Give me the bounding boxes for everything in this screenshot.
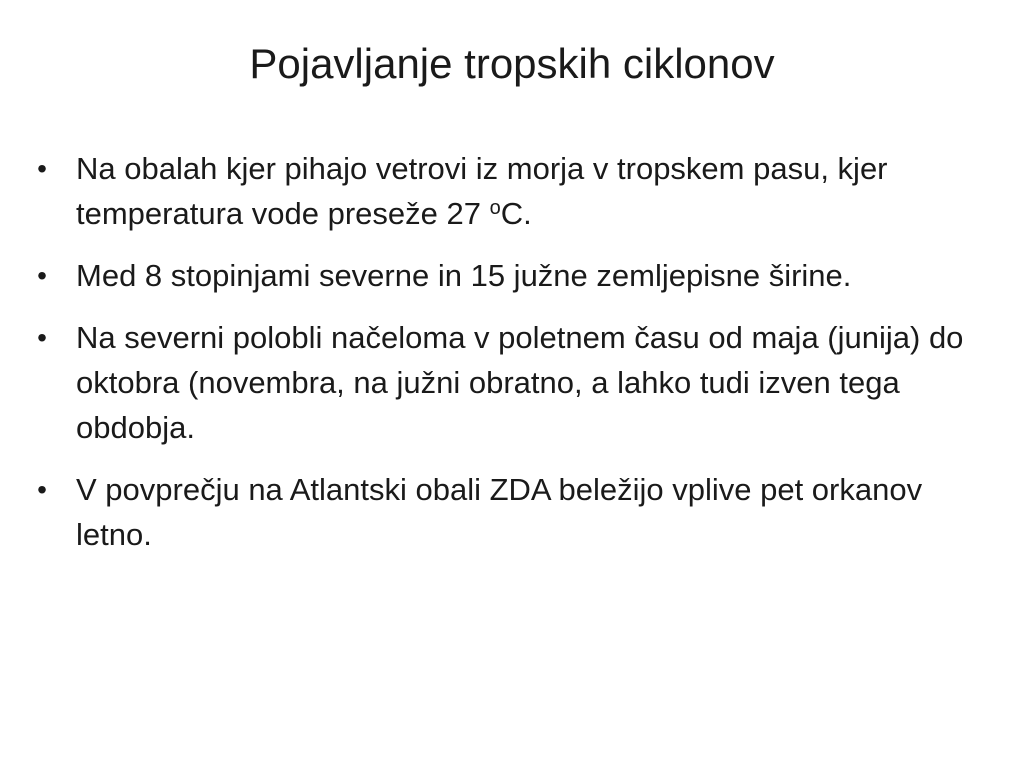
bullet-text-part: C. [500, 196, 532, 231]
bullet-list [28, 146, 988, 574]
bullet-item [28, 315, 988, 450]
bullet-text [76, 151, 888, 231]
bullet-dot-icon: • [37, 153, 47, 184]
bullet-item [28, 146, 988, 236]
bullet-item [28, 253, 988, 298]
bullet-text: Na severni polobli načeloma v poletnem času od maja (junija) do oktobra (novembra, na južni obratno, a lahko tudi izven tega obdobja. [76, 320, 964, 445]
bullet-dot-icon: • [37, 322, 47, 353]
bullet-item [28, 467, 988, 557]
slide-title: Pojavljanje tropskih ciklonov [249, 40, 775, 87]
degree-superscript: o [489, 197, 501, 219]
bullet-text: V povprečju na Atlantski obali ZDA beležijo vplive pet orkanov letno. [76, 472, 923, 552]
bullet-text: Med 8 stopinjami severne in 15 južne zemljepisne širine. [76, 258, 852, 293]
bullet-text-part: Na obalah kjer pihajo vetrovi iz morja v tropskem pasu, kjer temperatura vode preseže 27 [76, 151, 888, 231]
bullet-dot-icon: • [37, 474, 47, 505]
bullet-dot-icon: • [37, 260, 47, 291]
